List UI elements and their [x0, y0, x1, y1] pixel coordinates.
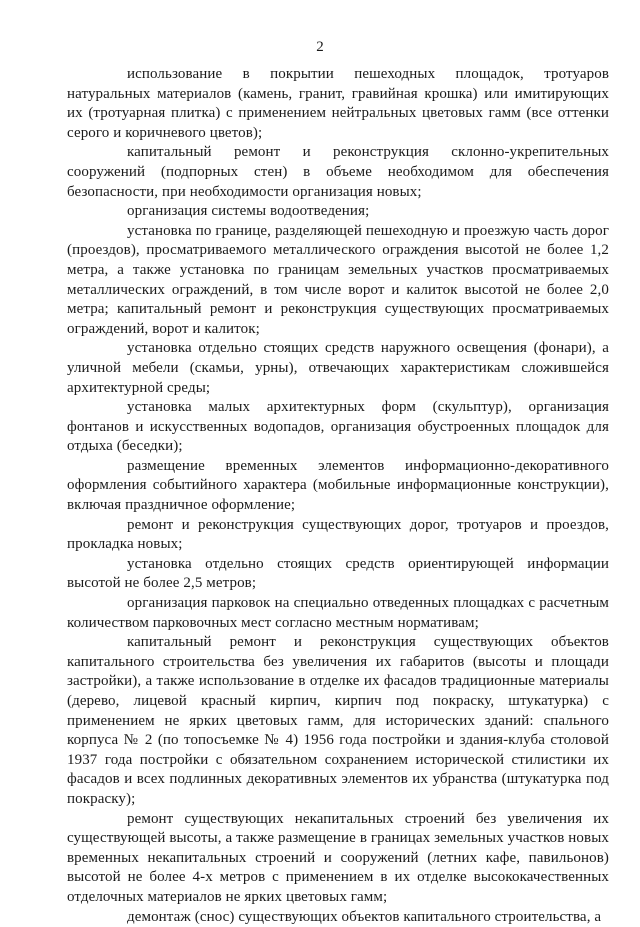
paragraph-fencing: установка по границе, разделяющей пешеходную и проезжую часть дорог (проездов), просматриваемого металлического ограждения высотой не более 1,2 метра, а также установка по границам земельных участков просматриваемых металлических ограждений, в том числе ворот и калиток высотой не более 2,0 метра; капитальный ремонт и реконструкция существующих просматриваемых ограждений, ворот и калиток;: [67, 222, 609, 337]
paragraph-temporary-decor: размещение временных элементов информационно-декоративного оформления событийного характера (мобильные информационные конструкции), включая праздничное оформление;: [67, 457, 609, 514]
document-body: [67, 65, 609, 927]
paragraph-demolition: демонтаж (снос) существующих объектов капитального строительства, а: [127, 908, 602, 925]
paragraph-signage: установка отдельно стоящих средств ориентирующей информации высотой не более 2,5 метров;: [67, 555, 609, 592]
paragraph-roads: ремонт и реконструкция существующих дорог, тротуаров и проездов, прокладка новых;: [67, 516, 609, 553]
page-number: 2: [316, 39, 324, 55]
paragraph-small-architectural-forms: установка малых архитектурных форм (скульптур), организация фонтанов и искусственных водопадов, организация обустроенных площадок для отдыха (беседки);: [67, 399, 609, 455]
paragraph-non-capital-structures: ремонт существующих некапитальных строений без увеличения их существующей высоты, а также размещение в границах земельных участков новых временных некапитальных строений и сооружений (летних кафе, павильонов) высотой не более 4-х метров с применением в их отделке высококачественных отделочных материалов не ярких цветовых гамм;: [67, 810, 609, 905]
paragraph-parking: организация парковок на специально отведенных площадках с расчетным количеством парковочных мест согласно местным нормативам;: [67, 595, 609, 631]
paragraph-paving-materials: использование в покрытии пешеходных площадок, тротуаров натуральных материалов (камень, гранит, гравийная крошка) или имитирующих их (тротуарная плитка) с применением нейтральных цветовых гамм (все оттенки серого и коричневого цветов);: [67, 66, 609, 141]
paragraph-lighting-furniture: установка отдельно стоящих средств наружного освещения (фонари), а уличной мебели (скамьи, урны), отвечающих характеристикам сложившейся архитектурной среды;: [67, 340, 609, 396]
paragraph-capital-repair: капитальный ремонт и реконструкция существующих объектов капитального строительства без увеличения их габаритов (высоты и площади застройки), а также использование в отделке их фасадов традиционные материалы (дерево, лицевой красный кирпич, кирпич под покраску, штукатурка) с применением не ярких цветовых гамм, для исторических зданий: спального корпуса № 2 (по топосъемке № 4) 1956 года постройки и здания-клуба столовой 1937 года постройки с обязательном сохранением исторической стилистики их фасадов и всех подлинных декоративных элементов их убранства (штукатурка под покраску);: [67, 634, 609, 807]
paragraph-retaining-walls: капитальный ремонт и реконструкция склонно-укрепительных сооружений (подпорных стен) в объеме необходимом для обеспечения безопасности, при необходимости организация новых;: [67, 144, 609, 200]
paragraph-drainage: организация системы водоотведения;: [127, 203, 370, 220]
